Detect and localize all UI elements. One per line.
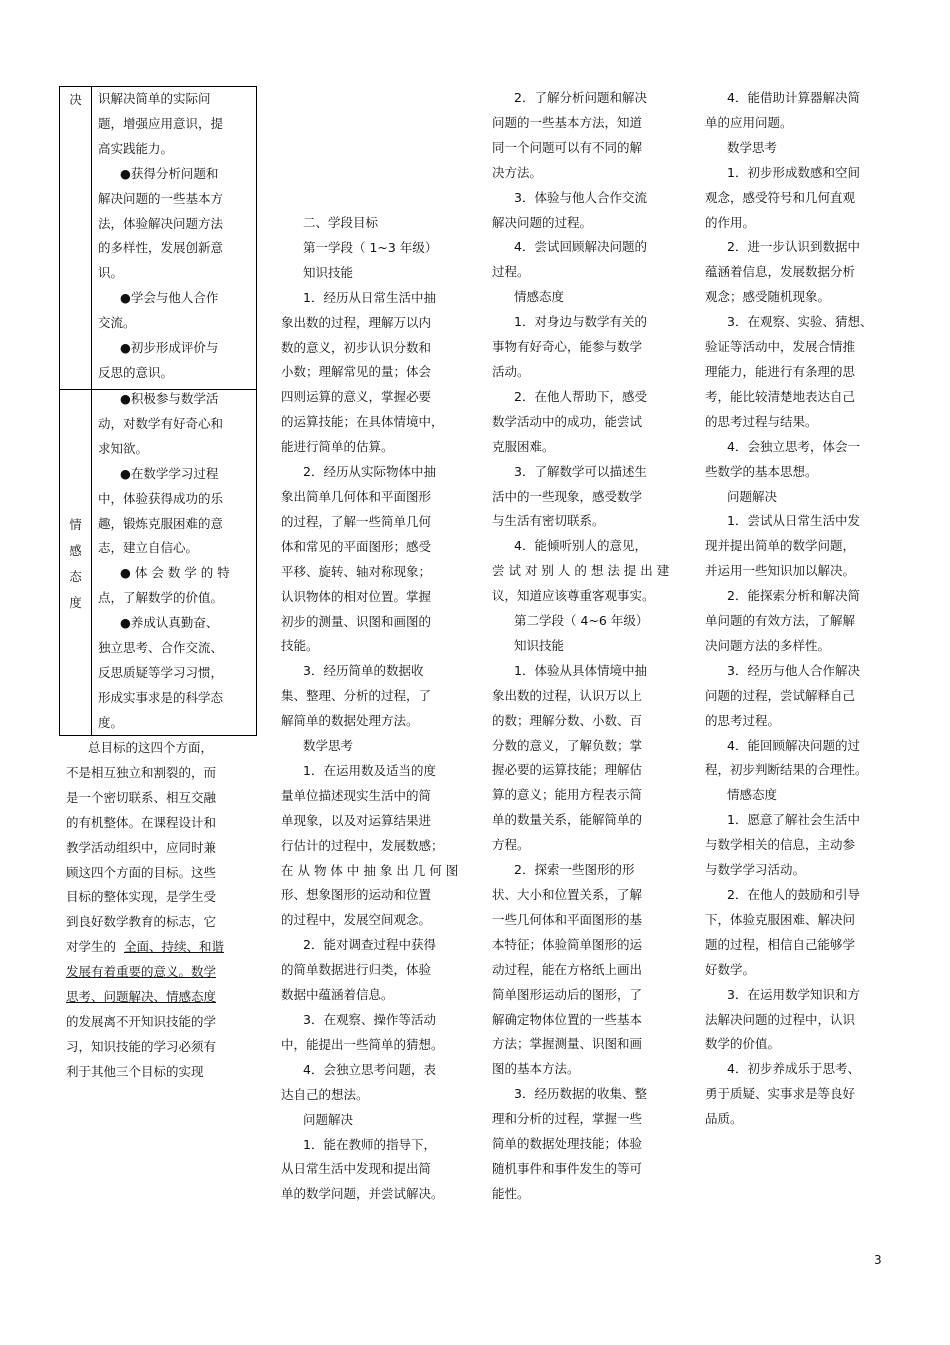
row1-line: 交流。 xyxy=(98,315,136,331)
text-line: 目标的整体实现，是学生受 xyxy=(66,889,217,905)
text-line: 与数学相关的信息，主动参 xyxy=(705,837,856,853)
text-line: 1．能在教师的指导下， xyxy=(303,1136,436,1152)
text-line: 认识物体的相对位置。掌握 xyxy=(281,588,432,604)
subsection-heading: 数学思考 xyxy=(303,738,354,754)
text-line: 解决问题的过程。 xyxy=(492,214,593,230)
text-line: 3．经历数据的收集、整 xyxy=(514,1086,647,1102)
text-line: 初步的测量、识图和画图的 xyxy=(281,613,432,629)
text-line: 发展有着重要的意义。数学 xyxy=(66,964,217,980)
text-line: 数学的价值。 xyxy=(705,1036,781,1052)
row1-line: ●学会与他人合作 xyxy=(120,290,219,306)
text-line: 2．了解分析问题和解决 xyxy=(514,90,647,105)
text-line xyxy=(66,935,224,960)
row2-line: 动，对数学有好奇心和 xyxy=(98,415,224,431)
text-line: 象出数的过程，理解万以内 xyxy=(281,314,432,330)
text-line: 达自己的想法。 xyxy=(281,1086,369,1102)
text-line: 观念；感受随机现象。 xyxy=(705,289,831,305)
subsection-heading: 问题解决 xyxy=(727,488,778,504)
text-line: 4．会独立思考，体会一 xyxy=(727,438,860,454)
subsection-heading: 知识技能 xyxy=(514,637,565,653)
text-line: 决问题方法的多样性。 xyxy=(705,637,831,653)
text-line: 蕴涵着信息，发展数据分析 xyxy=(705,264,856,280)
text-line: 4．能借助计算器解决简 xyxy=(727,90,860,105)
text-line: 些数学的基本思想。 xyxy=(705,463,818,479)
column-1-paragraph xyxy=(66,736,224,1085)
text-line: 1．体验从具体情境中抽 xyxy=(514,662,647,678)
text-line: 2．在他人帮助下，感受 xyxy=(514,388,647,404)
row2-line: 求知欲。 xyxy=(98,440,149,456)
text-line: 单的应用问题。 xyxy=(705,114,793,130)
text-line: 不是相互独立和割裂的，而 xyxy=(66,764,217,780)
row2-line: 点，了解数学的价值。 xyxy=(98,590,224,606)
underlined-segment: 全面、持续、和谐 xyxy=(123,939,224,955)
row1-line: 识解决简单的实际问 xyxy=(98,91,211,106)
text-segment: 对学生的 xyxy=(66,939,117,955)
text-line: 简单图形运动后的图形，了 xyxy=(492,986,643,1002)
text-line: 的作用。 xyxy=(705,214,756,230)
text-line: 1．对身边与数学有关的 xyxy=(514,314,647,330)
subsection-heading: 知识技能 xyxy=(303,264,354,280)
subsection-heading: 情感态度 xyxy=(514,289,565,305)
row2-line: ●积极参与数学活 xyxy=(120,391,219,406)
text-line: 活中的一些现象，感受数学 xyxy=(492,488,643,504)
text-line: 题的过程，相信自己能够学 xyxy=(705,936,856,952)
text-line: 与生活有密切联系。 xyxy=(492,513,605,529)
text-line: 思考、问题解决、情感态度 xyxy=(66,989,217,1005)
text-line: 勇于质疑、实事求是等良好 xyxy=(705,1086,856,1102)
text-line: 2．探索一些图形的形 xyxy=(514,862,635,878)
text-line: 从日常生活中发现和提出简 xyxy=(281,1161,432,1177)
row2-line: 趣，锻炼克服困难的意 xyxy=(98,515,224,531)
text-line: 一些几何体和平面图形的基 xyxy=(492,911,643,927)
text-line: 克服困难。 xyxy=(492,438,555,454)
text-line: 握必要的运算技能；理解估 xyxy=(492,762,643,778)
text-line: 3．经历简单的数据收 xyxy=(303,663,424,679)
text-line: 的数；理解分数、小数、百 xyxy=(492,712,643,728)
subsection-heading: 数学思考 xyxy=(727,139,778,155)
text-line: 好数学。 xyxy=(705,961,756,977)
goals-table xyxy=(59,86,257,736)
row1-line: 法，体验解决问题方法 xyxy=(98,215,224,231)
text-line: 象出简单几何体和平面图形 xyxy=(281,488,432,504)
text-line: 问题的过程，尝试解释自己 xyxy=(705,687,856,703)
text-line: 4．尝试回顾解决问题的 xyxy=(514,239,647,255)
text-line: 解简单的数据处理方法。 xyxy=(281,713,419,729)
row1-line: 解决问题的一些基本方 xyxy=(98,190,224,206)
text-line: 问题的一些基本方法，知道 xyxy=(492,114,643,130)
row2-line: 反思质疑等学习习惯， xyxy=(98,664,224,680)
text-line: 与数学学习活动。 xyxy=(705,862,806,878)
text-line: 过程。 xyxy=(492,264,530,280)
text-line: 总目标的这四个方面， xyxy=(88,740,214,755)
text-line: 考，能比较清楚地表达自己 xyxy=(705,388,856,404)
text-line: 3．在观察、操作等活动 xyxy=(303,1012,436,1027)
text-line: 的过程中，发展空间观念。 xyxy=(281,912,432,928)
row1-content xyxy=(98,87,223,386)
text-line: 的有机整体。在课程设计和 xyxy=(66,814,217,830)
row2-line: 度。 xyxy=(98,714,124,730)
column-2 xyxy=(281,211,458,1207)
text-line: 的发展离不开知识技能的学 xyxy=(66,1013,217,1029)
row1-line: 识。 xyxy=(98,265,124,281)
text-line: 体和常见的平面图形；感受 xyxy=(281,538,432,554)
text-line: 2．能对调查过程中获得 xyxy=(303,937,436,953)
text-line: 1．愿意了解社会生活中 xyxy=(727,812,860,828)
page-number: 3 xyxy=(874,1253,882,1267)
text-line: 4．能倾听别人的意见， xyxy=(514,538,647,554)
text-line: 观念，感受符号和几何直观 xyxy=(705,189,856,205)
text-line: 方法；掌握测量、识图和画 xyxy=(492,1036,643,1052)
text-line: 动过程，能在方格纸上画出 xyxy=(492,961,643,977)
row1-line: ●初步形成评价与 xyxy=(120,340,219,356)
column-4 xyxy=(705,86,872,1132)
text-line: 3．体验与他人合作交流 xyxy=(514,189,647,205)
text-line: 中，能提出一些简单的猜想。 xyxy=(281,1036,444,1052)
row2-label-4: 度 xyxy=(69,595,82,610)
row2-line: 志，建立自信心。 xyxy=(98,540,199,556)
row1-line: 高实践能力。 xyxy=(98,140,174,156)
text-line: 是一个密切联系、相互交融 xyxy=(66,789,217,805)
text-line: 教学活动组织中，应同时兼 xyxy=(66,839,217,855)
text-line: 的运算技能；在具体情境中， xyxy=(281,414,444,430)
text-line: 简单的数据处理技能；体验 xyxy=(492,1136,643,1152)
text-line: 单现象，以及对运算结果进 xyxy=(281,812,432,828)
text-line: 平移、旋转、轴对称现象； xyxy=(281,563,432,579)
text-line: 程，初步判断结果的合理性。 xyxy=(705,762,868,778)
text-line: 解确定物体位置的一些基本 xyxy=(492,1011,643,1027)
row2-line: ●养成认真勤奋、 xyxy=(120,615,219,631)
text-line: 到良好数学教育的标志，它 xyxy=(66,914,217,930)
text-line: 算的意义；能用方程表示简 xyxy=(492,787,643,803)
text-line: 理和分析的过程，掌握一些 xyxy=(492,1111,643,1127)
text-line: 3．在运用数学知识和方 xyxy=(727,986,860,1002)
table-vertical-divider xyxy=(91,87,92,735)
text-line: 活动。 xyxy=(492,363,530,379)
text-line: 1．尝试从日常生活中发 xyxy=(727,513,860,529)
text-line: 状、大小和位置关系，了解 xyxy=(492,887,643,902)
row2-content xyxy=(98,387,230,736)
text-line: 事物有好奇心，能参与数学 xyxy=(492,339,643,355)
text-line: 同一个问题可以有不同的解 xyxy=(492,139,643,155)
text-line: 集、整理、分析的过程，了 xyxy=(281,688,432,704)
text-line: 行估计的过程中，发展数感； xyxy=(281,837,444,853)
text-line: 单的数量关系，能解简单的 xyxy=(492,812,643,828)
text-line: 下，体验克服困难、解决问 xyxy=(705,911,856,927)
text-line: 1．在运用数及适当的度 xyxy=(303,762,436,778)
subsection-heading: 第一学段（ 1~3 年级） xyxy=(303,239,438,255)
subsection-heading: 第二学段（ 4~6 年级） xyxy=(514,613,649,629)
text-line: 在 从 物 体 中 抽 象 出 几 何 图 xyxy=(281,862,459,878)
text-line: 3．在观察、实验、猜想、 xyxy=(727,314,873,330)
text-line: 理能力，能进行有条理的思 xyxy=(705,363,856,379)
text-line: 数学活动中的成功，能尝试 xyxy=(492,413,643,429)
text-line: 能性。 xyxy=(492,1185,530,1201)
text-line: 1．经历从日常生活中抽 xyxy=(303,289,436,305)
row1-line: ●获得分析问题和 xyxy=(120,165,219,181)
row2-label-2: 感 xyxy=(69,543,82,558)
text-line: 象出数的过程，认识万以上 xyxy=(492,687,643,703)
text-line: 量单位描述现实生活中的简 xyxy=(281,787,432,803)
text-line: 顾这四个方面的目标。这些 xyxy=(66,864,217,880)
row2-label-1: 情 xyxy=(69,517,82,532)
row2-line: 独立思考、合作交流、 xyxy=(98,640,224,656)
text-line: 2．在他人的鼓励和引导 xyxy=(727,887,860,902)
row1-label: 决 xyxy=(69,92,82,107)
text-line: 决方法。 xyxy=(492,164,543,180)
text-line: 小数；理解常见的量；体会 xyxy=(281,364,432,380)
text-line: 随机事件和事件发生的等可 xyxy=(492,1160,643,1176)
text-line: 分数的意义，了解负数；掌 xyxy=(492,737,643,753)
text-line: 议，知道应该尊重客观事实。 xyxy=(492,588,655,604)
section-heading: 二、学段目标 xyxy=(303,215,379,230)
column-3 xyxy=(492,86,669,1207)
row2-line: ●在数学学习过程 xyxy=(120,465,219,481)
text-line: 形、想象图形的运动和位置 xyxy=(281,887,432,903)
text-line: 3．经历与他人合作解决 xyxy=(727,662,860,678)
text-line: 的简单数据进行归类，体验 xyxy=(281,962,432,978)
text-line: 3．了解数学可以描述生 xyxy=(514,463,647,479)
row2-line: ● 体 会 数 学 的 特 xyxy=(120,565,230,581)
text-line: 数据中蕴涵着信息。 xyxy=(281,987,394,1003)
text-line: 习，知识技能的学习必须有 xyxy=(66,1038,217,1054)
text-line: 法解决问题的过程中，认识 xyxy=(705,1011,856,1027)
text-line: 2．经历从实际物体中抽 xyxy=(303,464,436,480)
row2-label-3: 态 xyxy=(69,569,82,584)
text-line: 2．能探索分析和解决简 xyxy=(727,588,860,604)
text-line: 图的基本方法。 xyxy=(492,1061,580,1077)
text-line: 技能。 xyxy=(281,638,319,654)
text-line: 单的数学问题，并尝试解决。 xyxy=(281,1186,444,1202)
text-line: 四则运算的意义，掌握必要 xyxy=(281,389,432,405)
text-line: 现并提出简单的数学问题， xyxy=(705,538,856,554)
text-line: 方程。 xyxy=(492,837,530,853)
subsection-heading: 情感态度 xyxy=(727,787,778,803)
text-line: 2．进一步认识到数据中 xyxy=(727,239,860,255)
text-line: 4．会独立思考问题，表 xyxy=(303,1061,436,1077)
text-line: 尝 试 对 别 人 的 想 法 提 出 建 xyxy=(492,563,670,579)
text-line: 能进行简单的估算。 xyxy=(281,439,394,455)
subsection-heading: 问题解决 xyxy=(303,1111,354,1127)
text-line: 本特征；体验简单图形的运 xyxy=(492,936,643,952)
text-line: 1．初步形成数感和空间 xyxy=(727,164,860,180)
text-line: 品质。 xyxy=(705,1111,743,1127)
text-line: 的思考过程。 xyxy=(705,712,781,728)
row2-line: 中，体验获得成功的乐 xyxy=(98,490,224,506)
text-line: 的过程，了解一些简单几何 xyxy=(281,513,432,529)
text-line: 并运用一些知识加以解决。 xyxy=(705,563,856,579)
text-line: 4．初步养成乐于思考、 xyxy=(727,1061,860,1077)
row1-line: 反思的意识。 xyxy=(98,364,174,380)
row1-line: 题，增强应用意识，提 xyxy=(98,115,224,131)
text-line: 验证等活动中，发展合情推 xyxy=(705,339,856,355)
text-line: 单问题的有效方法，了解解 xyxy=(705,613,856,629)
text-line: 的思考过程与结果。 xyxy=(705,413,818,429)
text-line: 4．能回顾解决问题的过 xyxy=(727,737,860,753)
row2-line: 形成实事求是的科学态 xyxy=(98,689,224,705)
row1-line: 的多样性，发展创新意 xyxy=(98,240,224,256)
text-line: 利于其他三个目标的实现 xyxy=(66,1063,204,1079)
text-line: 数的意义，初步认识分数和 xyxy=(281,339,432,355)
